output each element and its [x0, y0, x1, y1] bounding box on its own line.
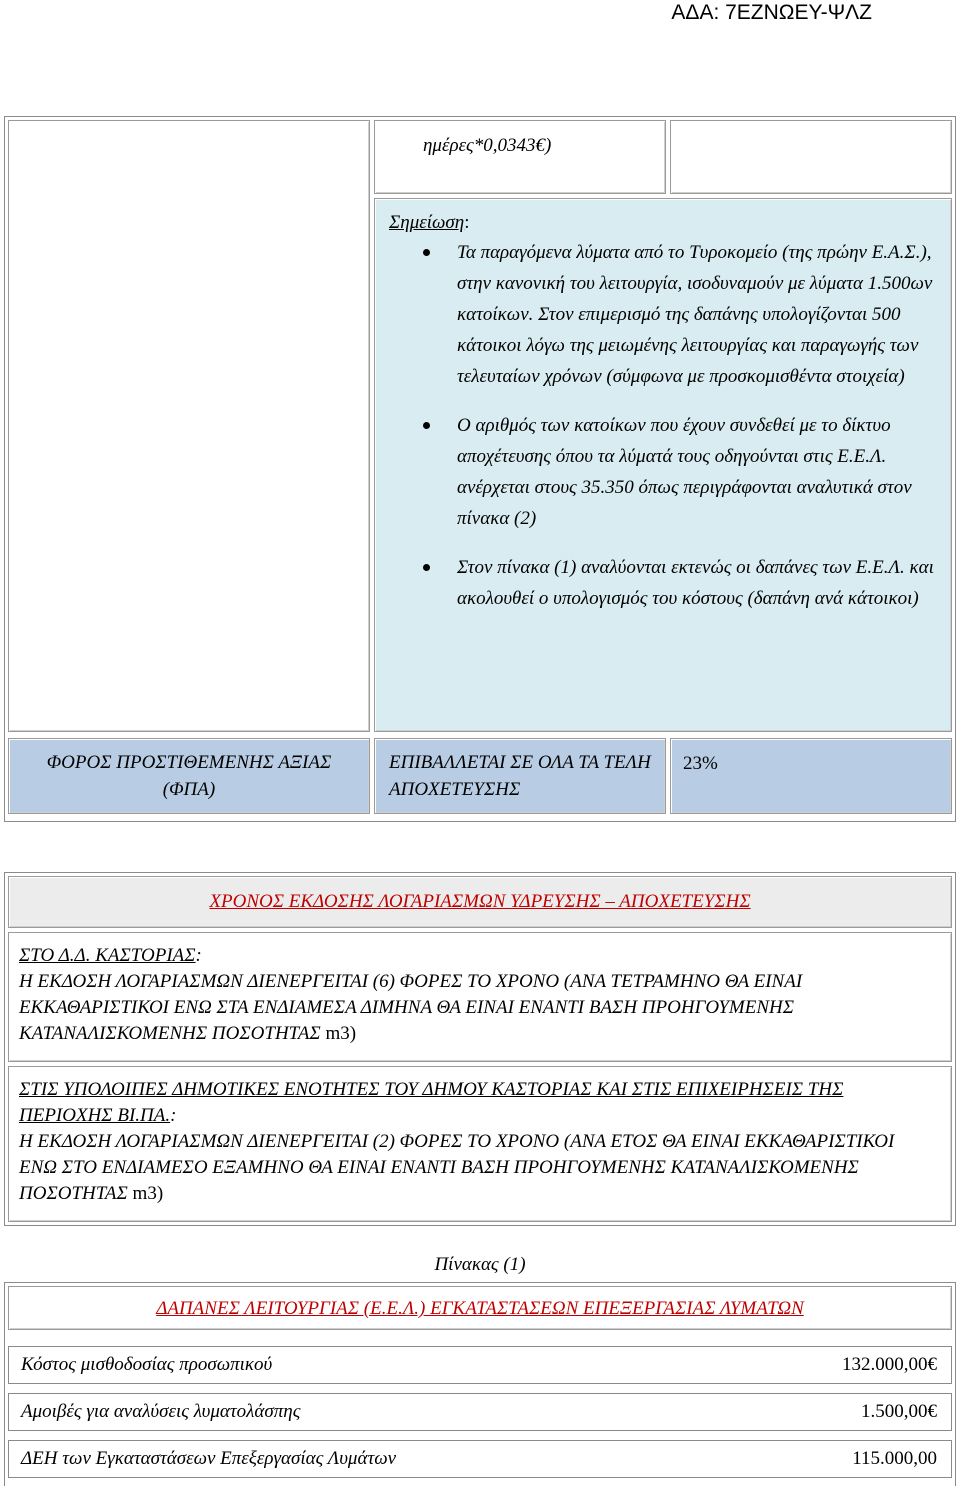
- table1-title: ΔΑΠΑΝΕΣ ΛΕΙΤΟΥΡΓΙΑΣ (Ε.Ε.Λ.) ΕΓΚΑΤΑΣΤΑΣΕΩΝ ΕΠΕΞΕΡΓΑΣΙΑΣ ΛΥΜΑΤΩΝ: [156, 1298, 804, 1319]
- billing-block-kastoria-body: Η ΕΚΔΟΣΗ ΛΟΓΑΡΙΑΣΜΩΝ ΔΙΕΝΕΡΓΕΙΤΑΙ (6) ΦΟΡΕΣ ΤΟ ΧΡΟΝΟ (ΑΝΑ ΤΕΤΡΑΜΗΝΟ ΘΑ ΕΙΝΑΙ ΕΚΚΑΘΑΡΙΣΤΙΚΟΙ ΕΝΩ ΣΤΑ ΕΝΔΙΑΜΕΣΑ ΔΙΜΗΝΑ ΘΑ ΕΙΝΑΙ ΕΝΑΝΤΙ ΒΑΣΗ ΠΡΟΗΓΟΥΜΕΝΗΣ ΚΑΤΑΝΑΛΙΣΚΟΜΕΝΗΣ ΠΟΣΟΤΗΤΑΣ: [19, 971, 803, 1044]
- note-bullet-item: Στον πίνακα (1) αναλύονται εκτενώς οι δαπάνες των Ε.Ε.Λ. και ακολουθεί ο υπολογισμός του κόστους (δαπάνη ανά κάτοικοι): [417, 552, 937, 614]
- billing-block-other-body: Η ΕΚΔΟΣΗ ΛΟΓΑΡΙΑΣΜΩΝ ΔΙΕΝΕΡΓΕΙΤΑΙ (2) ΦΟΡΕΣ ΤΟ ΧΡΟΝΟ (ΑΝΑ ΕΤΟΣ ΘΑ ΕΙΝΑΙ ΕΚΚΑΘΑΡΙΣΤΙΚΟΙ ΕΝΩ ΣΤΟ ΕΝΔΙΑΜΕΣΟ ΕΞΑΜΗΝΟ ΘΑ ΕΙΝΑΙ ΕΝΑΝΤΙ ΒΑΣΗ ΠΡΟΗΓΟΥΜΕΝΗΣ ΚΑΤΑΝΑΛΙΣΚΟΜΕΝΗΣ ΠΟΣΟΤΗΤΑΣ: [19, 1131, 895, 1204]
- top-right-empty-cell: [670, 120, 952, 194]
- table-row: [8, 1393, 952, 1431]
- continuation-text: ημέρες*0,0343€): [423, 135, 552, 156]
- billing-block-other-text: [19, 1077, 929, 1207]
- table-row-amount: 132.000,00€: [842, 1354, 937, 1375]
- note-bullet-item: Ο αριθμός των κατοίκων που έχουν συνδεθεί με το δίκτυο αποχέτευσης όπου τα λύματά τους οδηγούνται στις Ε.Ε.Λ. ανέρχεται στους 35.350 όπως περιγράφονται αναλυτικά στον πίνακα (2): [417, 410, 937, 534]
- billing-block-other-colon: :: [170, 1105, 177, 1126]
- table-row: [8, 1346, 952, 1384]
- billing-title-cell: [8, 876, 952, 928]
- note-bullet-list: [417, 237, 937, 632]
- vat-rate-cell: [670, 738, 952, 814]
- note-bullet-item: Τα παραγόμενα λύματα από το Τυροκομείο (της πρώην Ε.Α.Σ.), στην κανονική του λειτουργία, ισοδυναμούν με λύματα 1.500ων κατοίκων. Στον επιμερισμό της δαπάνης υπολογίζονται 500 κάτοικοι λόγω της μειωμένης λειτουργίας και παραγωγής των τελευταίων χρόνων (σύμφωνα με προσκομισθέντα στοιχεία): [417, 237, 937, 392]
- table1-title-cell: [8, 1286, 952, 1330]
- continuation-cell: [374, 120, 666, 194]
- note-colon: :: [464, 212, 470, 233]
- billing-title: ΧΡΟΝΟΣ ΕΚΔΟΣΗΣ ΛΟΓΑΡΙΑΣΜΩΝ ΥΔΡΕΥΣΗΣ – ΑΠΟΧΕΤΕΥΣΗΣ: [209, 891, 751, 912]
- billing-block-kastoria-text: [19, 943, 929, 1047]
- table-row-amount: 115.000,00: [852, 1448, 937, 1469]
- vat-label: ΦΟΡΟΣ ΠΡΟΣΤΙΘΕΜΕΝΗΣ ΑΞΙΑΣ (ΦΠΑ): [46, 752, 332, 800]
- billing-block-other-unit: m3): [127, 1183, 164, 1204]
- table-row-label: Αμοιβές για αναλύσεις λυματολάσπης: [21, 1401, 301, 1422]
- billing-block-kastoria-colon: :: [195, 945, 202, 966]
- table-row: [8, 1440, 952, 1478]
- ada-code: ΑΔΑ: 7ΕΖΝΩΕΥ-ΨΛΖ: [671, 1, 872, 24]
- top-left-empty-cell: [8, 120, 370, 732]
- billing-block-kastoria: [8, 932, 952, 1062]
- table-row-label: Κόστος μισθοδοσίας προσωπικού: [21, 1354, 273, 1375]
- note-label: Σημείωση: [389, 212, 465, 233]
- billing-block-kastoria-unit: m3): [320, 1023, 357, 1044]
- vat-label-cell: [8, 738, 370, 814]
- vat-description-cell: [374, 738, 666, 814]
- table-row-label: ΔΕΗ των Εγκαταστάσεων Επεξεργασίας Λυμάτων: [21, 1448, 397, 1469]
- table1-caption: Πίνακας (1): [434, 1254, 526, 1275]
- note-heading: [389, 209, 470, 237]
- vat-description: ΕΠΙΒΑΛΛΕΤΑΙ ΣΕ ΟΛΑ ΤΑ ΤΕΛΗ ΑΠΟΧΕΤΕΥΣΗΣ: [389, 752, 651, 800]
- billing-block-other: [8, 1066, 952, 1222]
- note-cell: [374, 198, 952, 732]
- billing-block-other-heading: ΣΤΙΣ ΥΠΟΛΟΙΠΕΣ ΔΗΜΟΤΙΚΕΣ ΕΝΟΤΗΤΕΣ ΤΟΥ ΔΗΜΟΥ ΚΑΣΤΟΡΙΑΣ ΚΑΙ ΣΤΙΣ ΕΠΙΧΕΙΡΗΣΕΙΣ ΤΗΣ ΠΕΡΙΟΧΗΣ ΒΙ.ΠΑ.: [19, 1079, 844, 1126]
- vat-rate: 23%: [683, 753, 718, 774]
- table-row-amount: 1.500,00€: [861, 1401, 937, 1422]
- billing-block-kastoria-heading: ΣΤΟ Δ.Δ. ΚΑΣΤΟΡΙΑΣ: [19, 945, 196, 966]
